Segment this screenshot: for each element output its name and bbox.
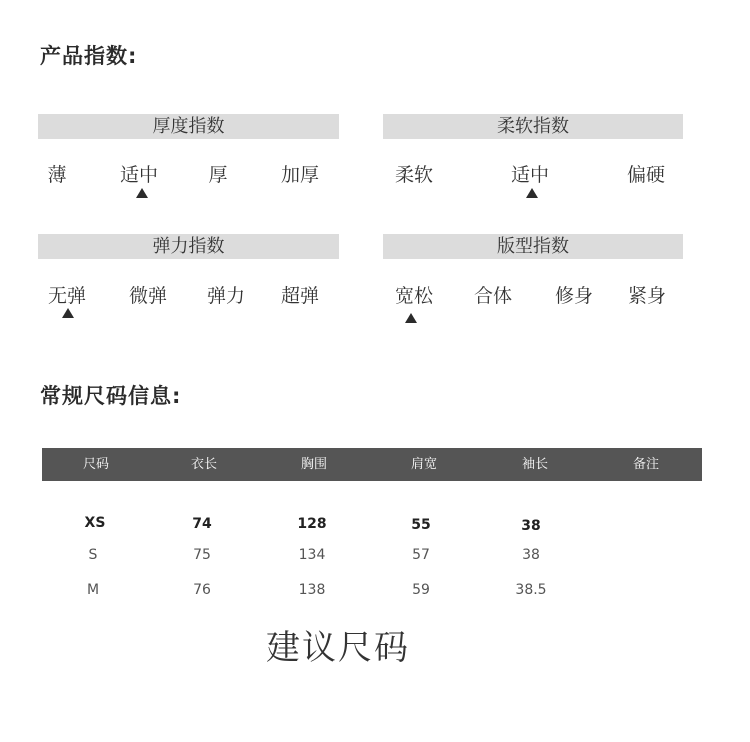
column-header-size: 尺码 (82, 457, 110, 472)
softness-index-header: 柔软指数 (383, 114, 683, 139)
table-cell: 38.5 (515, 582, 547, 598)
table-cell: 75 (193, 547, 211, 563)
product-index-title: 产品指数: (40, 44, 138, 68)
table-cell: M (86, 582, 100, 598)
elasticity-option: 微弹 (128, 285, 168, 307)
table-cell: 138 (298, 582, 326, 598)
table-cell: XS (84, 515, 106, 531)
fit-index-header: 版型指数 (383, 234, 683, 259)
table-cell: 128 (297, 516, 327, 532)
thickness-option: 适中 (119, 164, 159, 186)
size-info-title: 常规尺码信息: (40, 384, 182, 408)
thickness-option: 薄 (47, 164, 67, 186)
fit-option: 宽松 (394, 285, 434, 307)
softness-option: 适中 (510, 164, 550, 186)
table-cell: 134 (298, 547, 326, 563)
table-cell: 59 (412, 582, 430, 598)
fit-option: 紧身 (627, 285, 667, 307)
column-header-shoulder: 肩宽 (410, 457, 438, 472)
elasticity-option: 弹力 (206, 285, 246, 307)
column-header-sleeve: 袖长 (521, 457, 549, 472)
table-cell: 74 (192, 516, 212, 532)
thickness-option: 厚 (208, 164, 228, 186)
elasticity-selected-marker-icon (62, 308, 74, 318)
fit-option: 修身 (554, 285, 594, 307)
thickness-index-header: 厚度指数 (38, 114, 339, 139)
thickness-option: 加厚 (280, 164, 320, 186)
column-header-note: 备注 (632, 457, 660, 472)
elasticity-index-header: 弹力指数 (38, 234, 339, 259)
fit-option: 合体 (473, 285, 513, 307)
softness-selected-marker-icon (526, 188, 538, 198)
fit-selected-marker-icon (405, 313, 417, 323)
size-table-header (42, 448, 702, 481)
table-cell: 38 (522, 547, 540, 563)
elasticity-option: 超弹 (280, 285, 320, 307)
softness-option: 柔软 (394, 164, 434, 186)
table-cell: 76 (193, 582, 211, 598)
table-cell: 57 (412, 547, 430, 563)
thickness-selected-marker-icon (136, 188, 148, 198)
suggested-size-note: 建议尺码 (266, 628, 410, 668)
column-header-chest: 胸围 (300, 457, 328, 472)
column-header-length: 衣长 (190, 457, 218, 472)
elasticity-option: 无弹 (47, 285, 87, 307)
table-cell: 55 (411, 517, 431, 533)
table-cell: 38 (521, 518, 541, 534)
softness-option: 偏硬 (626, 164, 666, 186)
table-cell: S (88, 547, 98, 563)
